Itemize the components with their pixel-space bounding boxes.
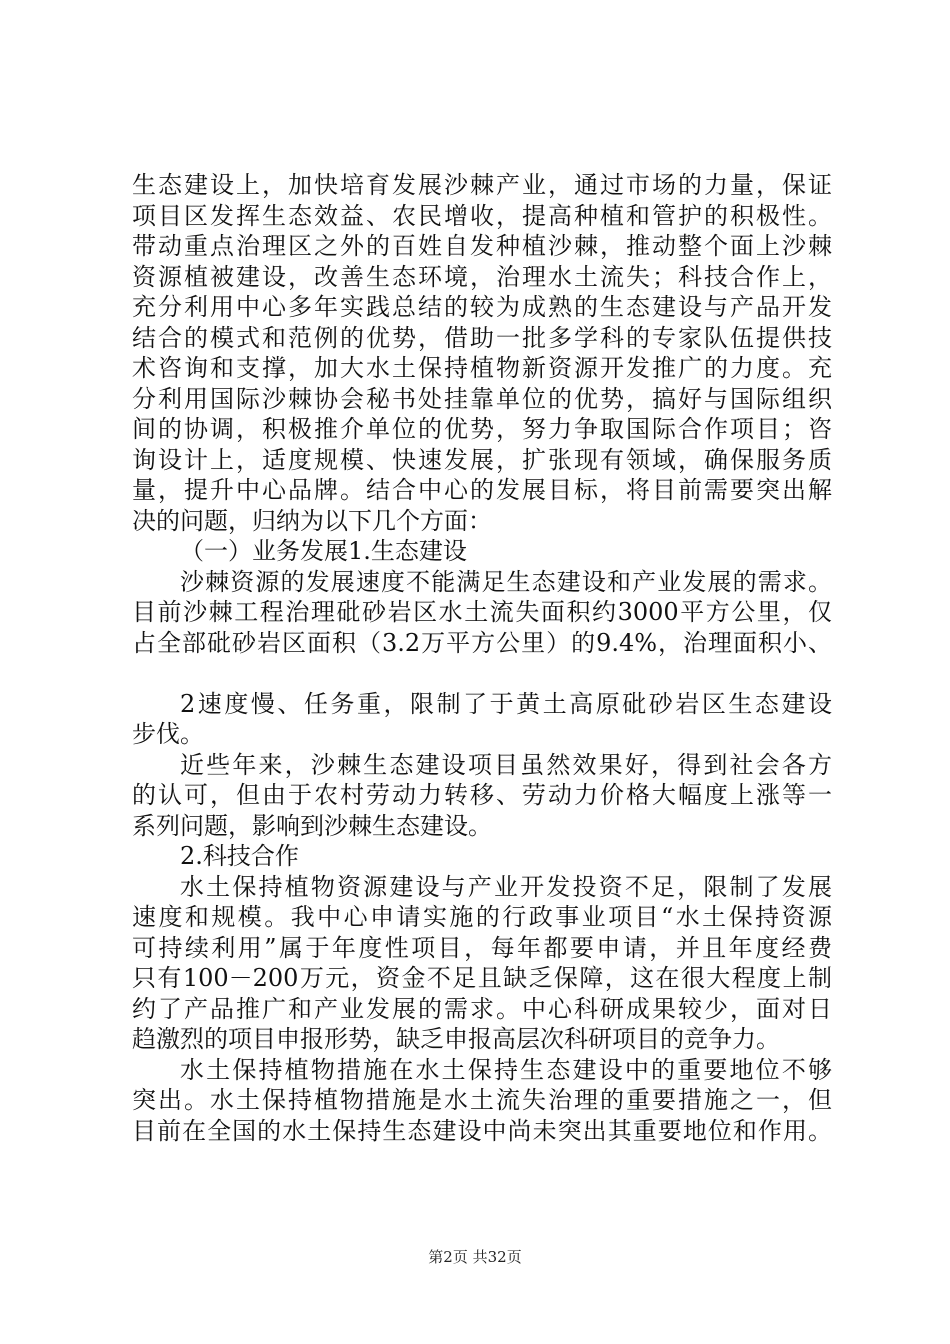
page-break-gap [132,658,832,689]
text-line: 占全部砒砂岩区面积（3.2万平方公里）的9.4%，治理面积小、 [132,628,832,657]
text-line: 水土保持植物措施在水土保持生态建设中的重要地位不够 [180,1055,832,1084]
text-line: 系列问题，影响到沙棘生态建设。 [132,811,492,840]
text-line: 分利用国际沙棘协会秘书处挂靠单位的优势，搞好与国际组织 [132,384,832,413]
paragraph-2 [132,567,832,659]
text-line: 的认可，但由于农村劳动力转移、劳动力价格大幅度上涨等一 [132,781,832,809]
text-line: 资源植被建设，改善生态环境，治理水土流失；科技合作上， [132,262,832,291]
section-heading-tech: 2.科技合作 [180,842,299,870]
text-line: 目前沙棘工程治理砒砂岩区水土流失面积约3000平方公里，仅 [132,598,832,626]
section-heading-business: （一）业务发展1.生态建设 [180,537,467,565]
paragraph-3 [132,689,832,750]
text-line: 2速度慢、任务重，限制了于黄土高原砒砂岩区生态建设 [180,689,832,718]
text-line: 充分利用中心多年实践总结的较为成熟的生态建设与产品开发 [132,293,832,321]
text-line: 趋激烈的项目申报形势，缺乏申报高层次科研项目的竞争力。 [132,1025,780,1053]
text-line: 约了产品推广和产业发展的需求。中心科研成果较少，面对日 [132,994,832,1023]
text-line: 项目区发挥生态效益、农民增收，提高种植和管护的积极性。 [132,201,832,230]
text-line: 近些年来，沙棘生态建设项目虽然效果好，得到社会各方 [180,750,832,779]
text-line: 结合的模式和范例的优势，借助一批多学科的专家队伍提供技 [132,323,832,352]
text-line: 突出。水土保持植物措施是水土流失治理的重要措施之一，但 [132,1086,832,1114]
text-line: 目前在全国的水土保持生态建设中尚未突出其重要地位和作用。 [132,1116,832,1145]
paragraph-5 [132,872,832,1055]
paragraph-1 [132,170,832,536]
text-line: 水土保持植物资源建设与产业开发投资不足，限制了发展 [180,872,832,901]
paragraph-4 [132,750,832,842]
document-body [132,170,832,1146]
text-line: 只有100－200万元，资金不足且缺乏保障，这在很大程度上制 [132,964,832,992]
text-line: 带动重点治理区之外的百姓自发种植沙棘，推动整个面上沙棘 [132,232,832,260]
text-line: 生态建设上，加快培育发展沙棘产业，通过市场的力量，保证 [132,171,832,199]
text-line: 术咨询和支撑，加大水土保持植物新资源开发推广的力度。充 [132,354,832,382]
paragraph-6 [132,1055,832,1147]
text-line: 询设计上，适度规模、快速发展，扩张现有领域，确保服务质 [132,445,832,474]
text-line: 步伐。 [132,720,204,748]
page-number-footer: 第2页 共32页 [428,1248,522,1266]
text-line: 间的协调，积极推介单位的优势，努力争取国际合作项目；咨 [132,415,832,443]
text-line: 可持续利用”属于年度性项目，每年都要申请，并且年度经费 [132,933,832,962]
text-line: 沙棘资源的发展速度不能满足生态建设和产业发展的需求。 [180,567,832,596]
text-line: 量，提升中心品牌。结合中心的发展目标，将目前需要突出解 [132,476,832,504]
text-line: 速度和规模。我中心申请实施的行政事业项目“水土保持资源 [132,903,832,931]
text-line: 决的问题，归纳为以下几个方面： [132,506,492,535]
